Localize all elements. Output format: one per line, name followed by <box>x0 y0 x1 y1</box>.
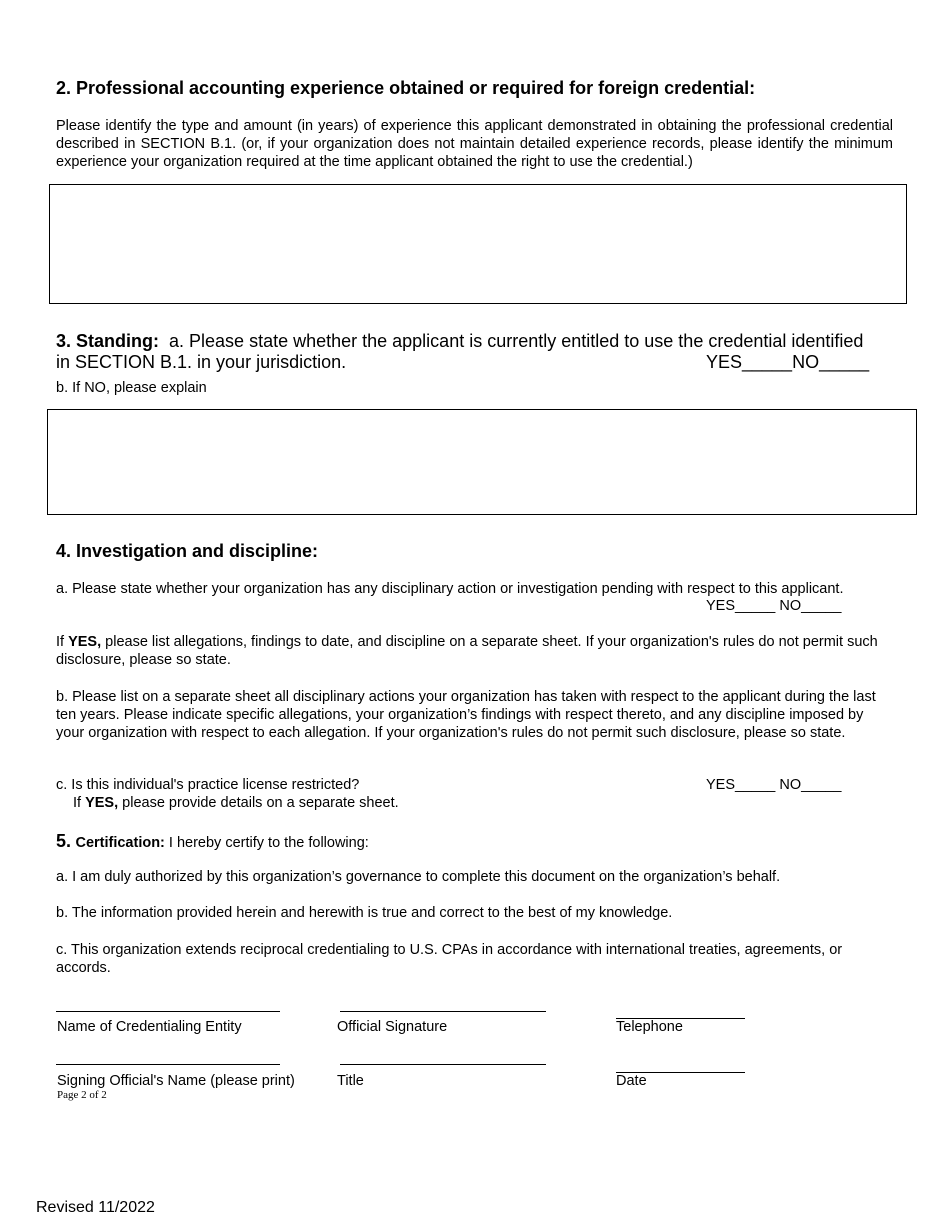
section4-a-text: a. Please state whether your organization has any disciplinary action or investigation pending with respect to this applicant. <box>56 581 844 597</box>
standing-explain-box[interactable] <box>47 409 917 515</box>
signature-label: Official Signature <box>337 1019 448 1035</box>
telephone-label: Telephone <box>616 1019 683 1035</box>
official-signature-line[interactable] <box>340 1011 546 1012</box>
section3-line2: in SECTION B.1. in your jurisdiction. <box>56 352 347 372</box>
experience-text-box[interactable] <box>49 184 907 304</box>
section5-b-text: b. The information provided herein and herewith is true and correct to the best of my knowledge. <box>56 905 673 921</box>
section5-c-text: c. This organization extends reciprocal credentialing to U.S. CPAs in accordance with international treaties, agreements, or accords. <box>56 942 843 976</box>
section2-heading: 2. Professional accounting experience obtained or required for foreign credential: <box>56 78 756 98</box>
section4-ifyes: If YES, please list allegations, findings to date, and discipline on a separate sheet. If your organization's rules do not permit such disclosure, please so state. <box>56 634 878 668</box>
page-number: Page 2 of 2 <box>57 1089 107 1101</box>
official-name-line[interactable] <box>56 1064 280 1065</box>
title-line[interactable] <box>340 1064 546 1065</box>
section5-a-text: a. I am duly authorized by this organization’s governance to complete this document on the organization’s behalf. <box>56 869 781 885</box>
section4-b-text: b. Please list on a separate sheet all disciplinary actions your organization has taken with respect to the applicant during the last ten years. Please indicate specific allegations, your organization’s findings with respect thereto, and any discipline imposed by your organization with respect to each allegation. If your organization's rules do not permit such disclosure, please so state. <box>56 689 876 741</box>
date-label: Date <box>616 1073 647 1089</box>
section4-c-ifyes: If YES, please provide details on a separate sheet. <box>73 795 399 811</box>
revised-date: Revised 11/2022 <box>36 1199 155 1216</box>
entity-signature-line[interactable] <box>56 1011 280 1012</box>
section3-line1: 3. Standing: a. Please state whether the applicant is currently entitled to use the credential identified <box>56 331 864 351</box>
section5-heading: 5. Certification: I hereby certify to the following: <box>56 831 369 851</box>
section2-body: Please identify the type and amount (in years) of experience this applicant demonstrated in obtaining the professional credential described in SECTION B.1. (or, if your organization does not maintain detailed experience records, please identify the minimum experience your organization required at the time applicant obtained the right to use the credential.) <box>56 118 893 170</box>
investigation-yes-no[interactable]: YES_____ NO_____ <box>706 598 842 614</box>
title-label: Title <box>337 1073 364 1089</box>
section4-c-text: c. Is this individual's practice license restricted? <box>56 777 360 793</box>
license-restricted-yes-no[interactable]: YES_____ NO_____ <box>706 777 842 793</box>
section3-b-text: b. If NO, please explain <box>56 380 207 396</box>
entity-label: Name of Credentialing Entity <box>57 1019 242 1035</box>
official-name-label: Signing Official's Name (please print) <box>57 1073 295 1089</box>
section3-heading: 3. Standing: <box>56 331 159 351</box>
section4-heading: 4. Investigation and discipline: <box>56 541 319 561</box>
standing-yes-no[interactable]: YES_____NO_____ <box>706 352 870 372</box>
